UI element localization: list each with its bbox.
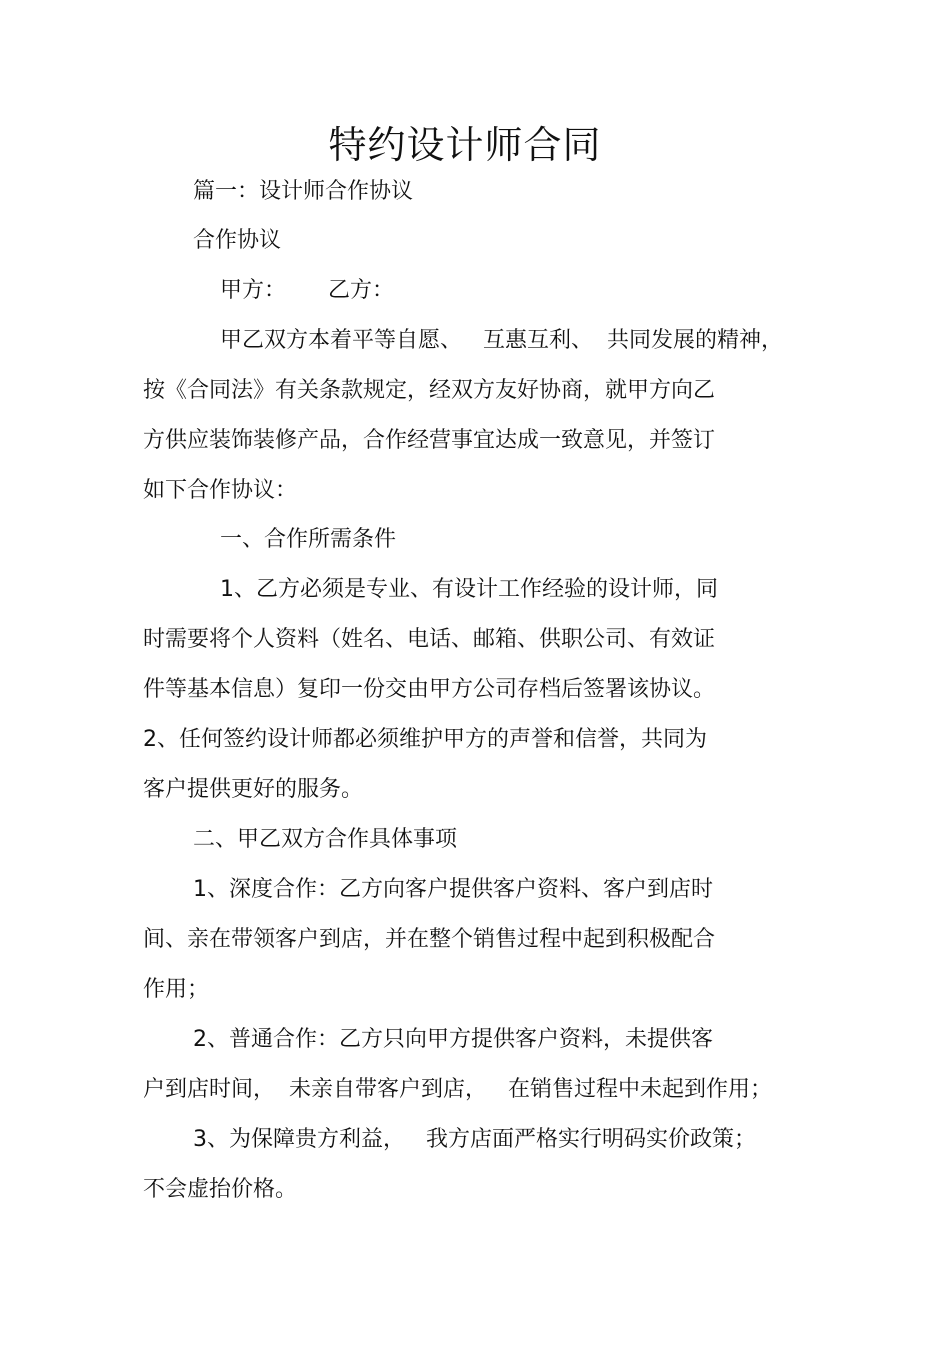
paragraph-line: 3、为保障贵方利益， 我方店面严格实行明码实价政策； bbox=[193, 1127, 756, 1152]
document-title: 特约设计师合同 bbox=[328, 123, 602, 167]
paragraph-line: 件等基本信息）复印一份交由甲方公司存档后签署该协议。 bbox=[143, 677, 716, 702]
paragraph-line: 不会虚抬价格。 bbox=[143, 1177, 298, 1202]
paragraph-line: 客户提供更好的服务。 bbox=[143, 777, 364, 802]
paragraph-line: 方供应装饰装修产品，合作经营事宜达成一致意见，并签订 bbox=[143, 428, 716, 453]
sub-heading: 合作协议 bbox=[193, 228, 282, 253]
paragraph-line: 作用； bbox=[143, 977, 210, 1002]
paragraph-line: 2、普通合作：乙方只向甲方提供客户资料，未提供客 bbox=[193, 1027, 713, 1052]
paragraph-line: 1、深度合作：乙方向客户提供客户资料、客户到店时 bbox=[193, 877, 713, 902]
paragraph-line: 户到店时间， 未亲自带客户到店， 在销售过程中未起到作用； bbox=[143, 1077, 772, 1102]
paragraph-line: 如下合作协议： bbox=[143, 478, 298, 503]
clause-heading: 一、合作所需条件 bbox=[220, 527, 397, 552]
paragraph-line: 间、亲在带领客户到店，并在整个销售过程中起到积极配合 bbox=[143, 927, 716, 952]
paragraph-line: 时需要将个人资料（姓名、电话、邮箱、供职公司、有效证 bbox=[143, 627, 716, 652]
paragraph-line: 甲乙双方本着平等自愿、 互惠互利、 共同发展的精神， bbox=[220, 328, 783, 353]
section-heading: 篇一：设计师合作协议 bbox=[193, 179, 414, 204]
paragraph-line: 按《合同法》有关条款规定，经双方友好协商，就甲方向乙 bbox=[143, 378, 716, 403]
paragraph-line: 2、任何签约设计师都必须维护甲方的声誉和信誉，共同为 bbox=[143, 727, 707, 752]
clause-heading: 二、甲乙双方合作具体事项 bbox=[193, 827, 458, 852]
paragraph-line: 1、乙方必须是专业、有设计工作经验的设计师，同 bbox=[220, 577, 718, 602]
parties-line: 甲方： 乙方： bbox=[220, 278, 394, 303]
